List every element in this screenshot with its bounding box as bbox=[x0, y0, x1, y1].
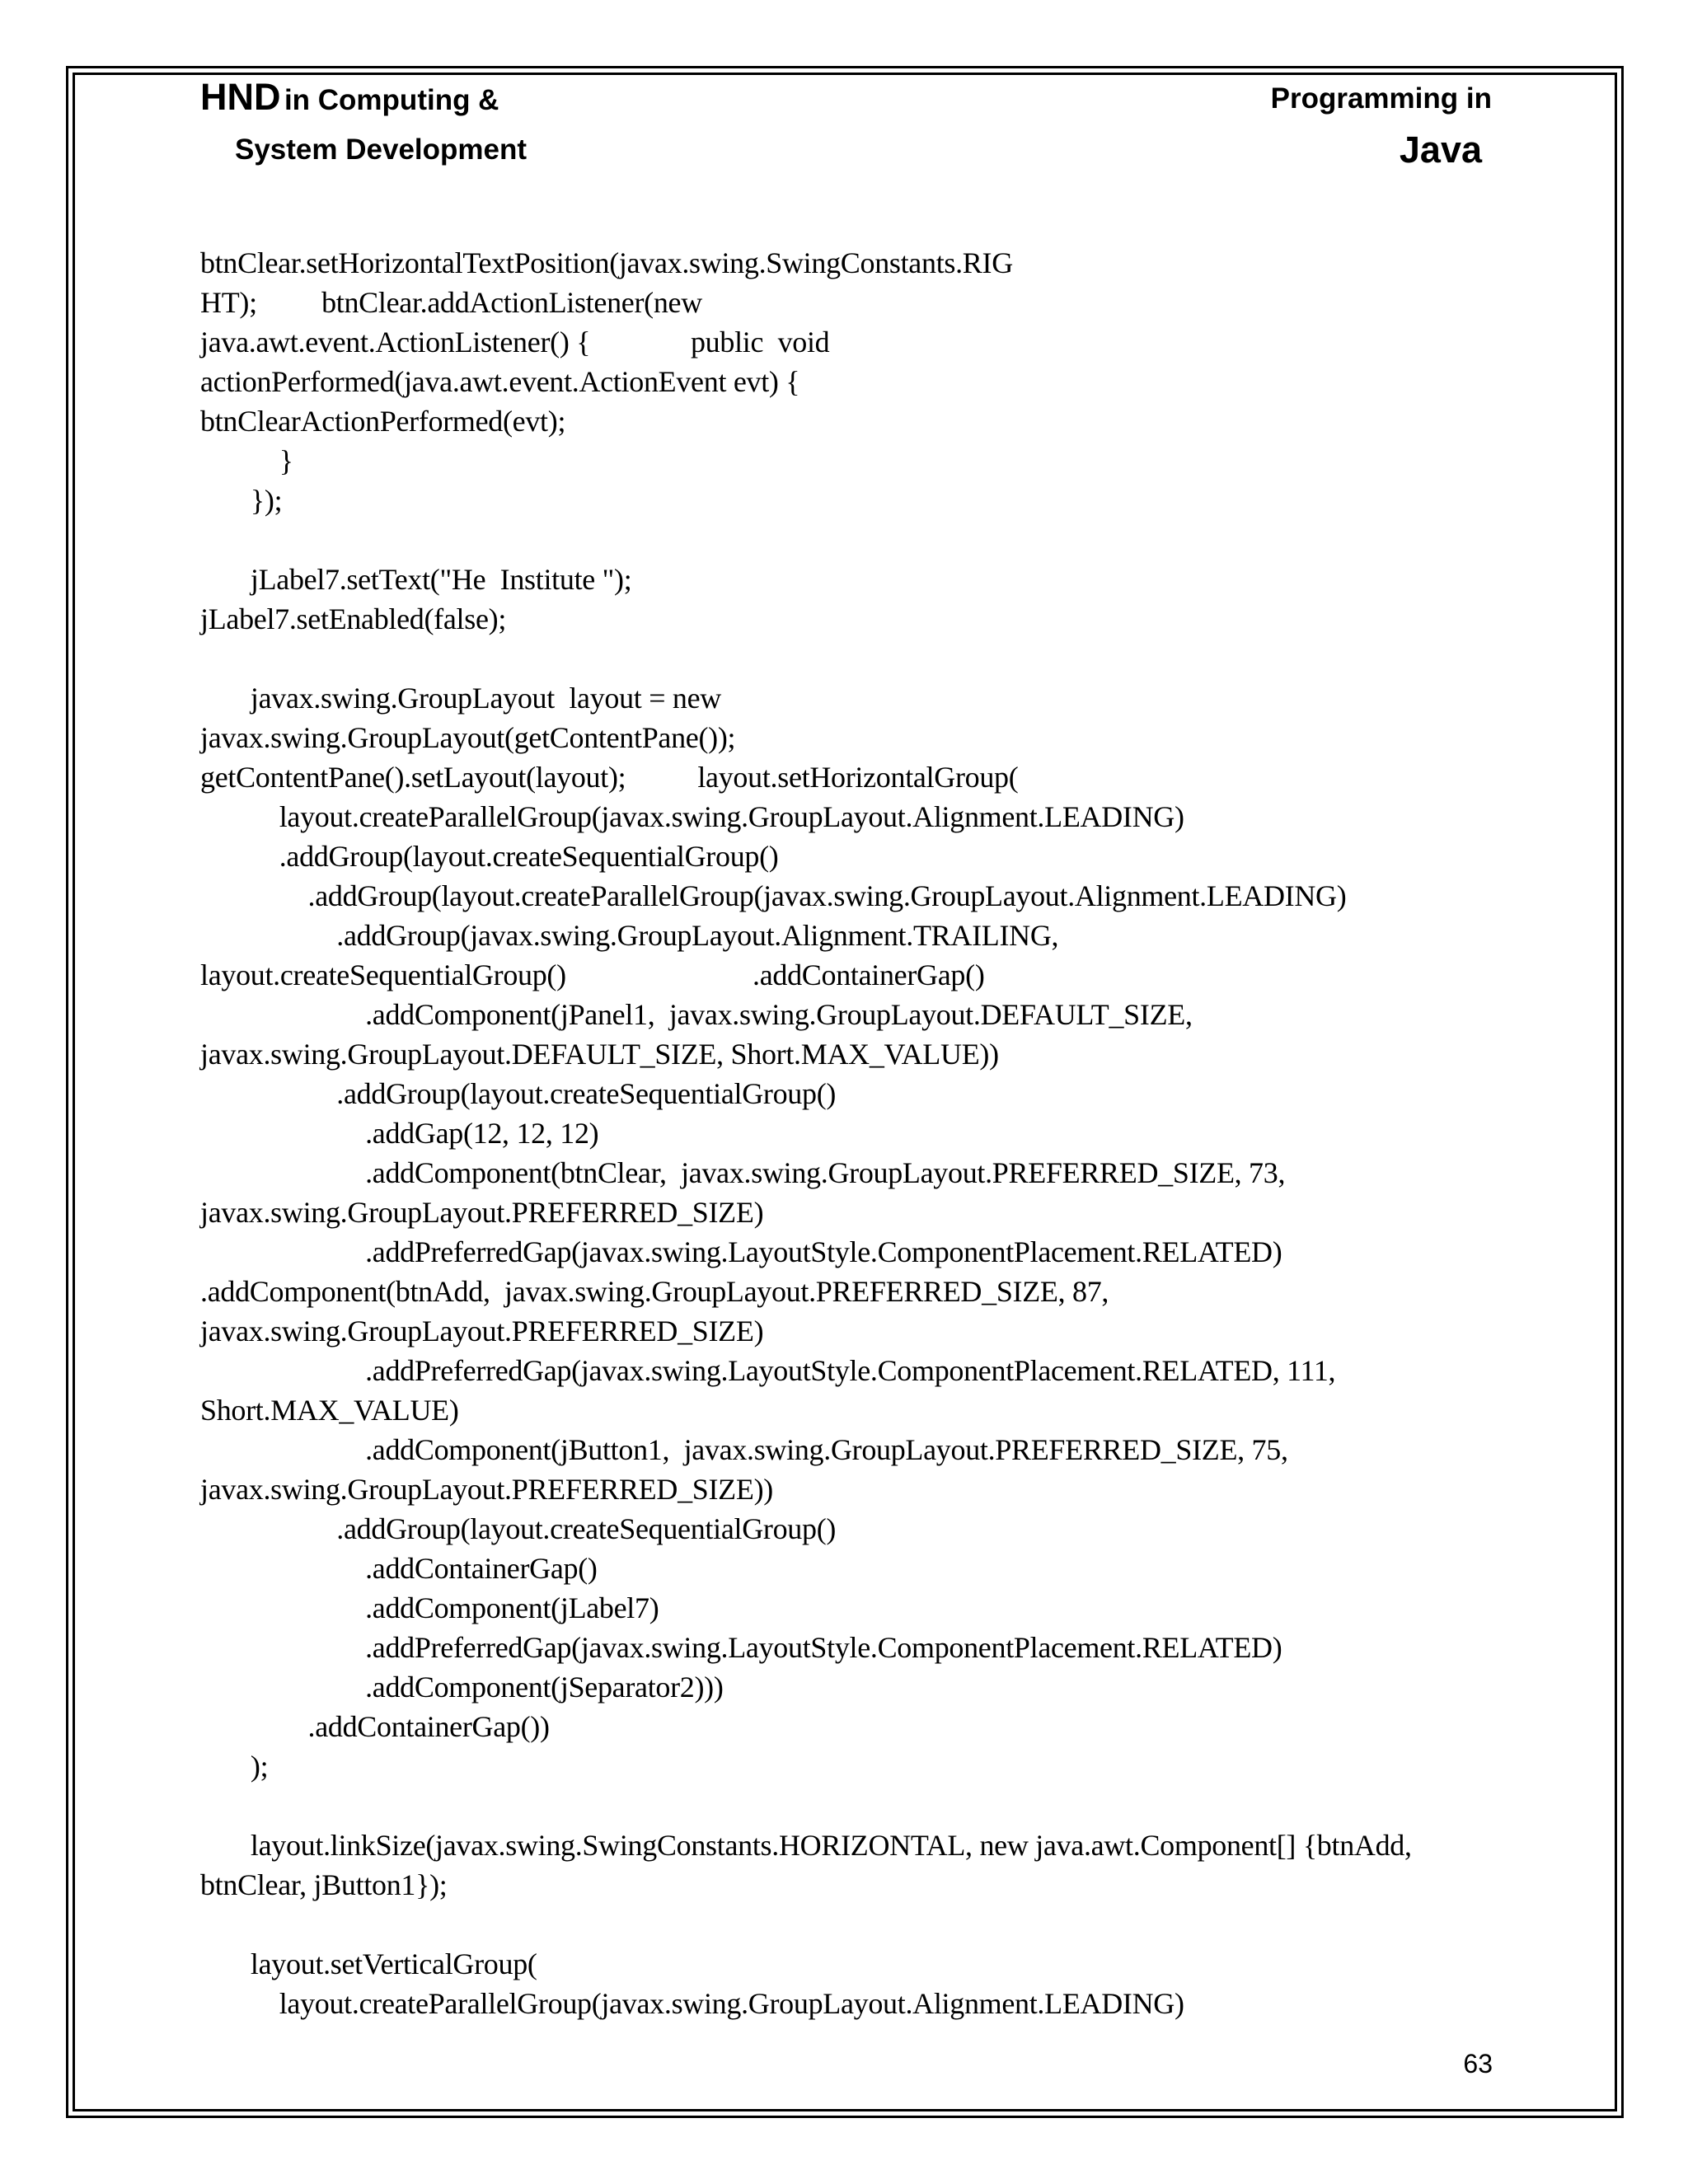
code-line: getContentPane().setLayout(layout); layout.setHorizontalGroup( bbox=[200, 761, 1019, 794]
code-listing bbox=[200, 243, 1486, 2023]
code-line: .addGroup(layout.createSequentialGroup() bbox=[200, 1512, 837, 1545]
page-number: 63 bbox=[1463, 2049, 1493, 2079]
code-line: javax.swing.GroupLayout.DEFAULT_SIZE, Short.MAX_VALUE)) bbox=[200, 1038, 999, 1071]
code-line: btnClear, jButton1}); bbox=[200, 1868, 448, 1901]
code-line: .addComponent(jPanel1, javax.swing.GroupLayout.DEFAULT_SIZE, bbox=[200, 998, 1193, 1031]
code-line: .addGroup(layout.createParallelGroup(javax.swing.GroupLayout.Alignment.LEADING) bbox=[200, 879, 1347, 912]
code-line: layout.createSequentialGroup() .addContainerGap() bbox=[200, 958, 985, 991]
code-line: javax.swing.GroupLayout.PREFERRED_SIZE)) bbox=[200, 1473, 773, 1506]
code-line: javax.swing.GroupLayout.PREFERRED_SIZE) bbox=[200, 1196, 764, 1229]
code-line: layout.linkSize(javax.swing.SwingConstants.HORIZONTAL, new java.awt.Component[] {btnAdd, bbox=[200, 1829, 1412, 1862]
code-line: actionPerformed(java.awt.event.ActionEvent evt) { bbox=[200, 365, 800, 398]
code-line: .addGroup(layout.createSequentialGroup() bbox=[200, 840, 779, 873]
header-course-title bbox=[200, 76, 499, 119]
code-line: .addContainerGap() bbox=[200, 1552, 598, 1585]
code-line: javax.swing.GroupLayout(getContentPane()); bbox=[200, 721, 736, 754]
header-course-subtitle: System Development bbox=[235, 134, 528, 166]
code-line: javax.swing.GroupLayout layout = new bbox=[200, 682, 721, 715]
code-line: layout.setVerticalGroup( bbox=[200, 1947, 537, 1980]
code-line: ); bbox=[200, 1750, 269, 1783]
code-line: } bbox=[200, 444, 293, 477]
code-line: .addComponent(btnAdd, javax.swing.GroupLayout.PREFERRED_SIZE, 87, bbox=[200, 1275, 1109, 1308]
code-line: .addComponent(jButton1, javax.swing.GroupLayout.PREFERRED_SIZE, 75, bbox=[200, 1433, 1288, 1466]
code-line: .addComponent(jLabel7) bbox=[200, 1591, 659, 1624]
code-line: java.awt.event.ActionListener() { public void bbox=[200, 326, 830, 359]
code-line: btnClearActionPerformed(evt); bbox=[200, 405, 566, 438]
code-line: .addComponent(btnClear, javax.swing.GroupLayout.PREFERRED_SIZE, 73, bbox=[200, 1156, 1286, 1189]
header-module-java: Java bbox=[1399, 129, 1482, 171]
code-line: .addComponent(jSeparator2))) bbox=[200, 1671, 724, 1704]
code-line bbox=[200, 1786, 1486, 1825]
code-line: layout.createParallelGroup(javax.swing.GroupLayout.Alignment.LEADING) bbox=[200, 800, 1184, 833]
code-line: .addPreferredGap(javax.swing.LayoutStyle.ComponentPlacement.RELATED, 111, bbox=[200, 1354, 1336, 1387]
code-line: jLabel7.setText("He Institute "); bbox=[200, 563, 632, 596]
code-line: .addGap(12, 12, 12) bbox=[200, 1117, 599, 1150]
code-line: layout.createParallelGroup(javax.swing.GroupLayout.Alignment.LEADING) bbox=[200, 1987, 1184, 2020]
header-module-title: Programming in bbox=[1270, 82, 1492, 115]
code-line: btnClear.setHorizontalTextPosition(javax.swing.SwingConstants.RIG bbox=[200, 246, 1013, 279]
code-line: }); bbox=[200, 484, 283, 517]
code-line: .addContainerGap()) bbox=[200, 1710, 550, 1743]
code-line bbox=[200, 520, 1486, 560]
code-line: .addGroup(layout.createSequentialGroup() bbox=[200, 1077, 837, 1110]
code-line: javax.swing.GroupLayout.PREFERRED_SIZE) bbox=[200, 1315, 764, 1347]
code-line bbox=[200, 1905, 1486, 1944]
code-line: HT); btnClear.addActionListener(new bbox=[200, 286, 702, 319]
code-line: .addPreferredGap(javax.swing.LayoutStyle.ComponentPlacement.RELATED) bbox=[200, 1631, 1282, 1664]
code-line bbox=[200, 639, 1486, 678]
code-line: .addGroup(javax.swing.GroupLayout.Alignment.TRAILING, bbox=[200, 919, 1059, 952]
code-line: jLabel7.setEnabled(false); bbox=[200, 602, 507, 635]
code-line: .addPreferredGap(javax.swing.LayoutStyle.ComponentPlacement.RELATED) bbox=[200, 1235, 1282, 1268]
code-line: Short.MAX_VALUE) bbox=[200, 1394, 459, 1427]
header-hnd: HND bbox=[200, 76, 281, 118]
header-course-rest: in Computing & bbox=[284, 84, 499, 116]
